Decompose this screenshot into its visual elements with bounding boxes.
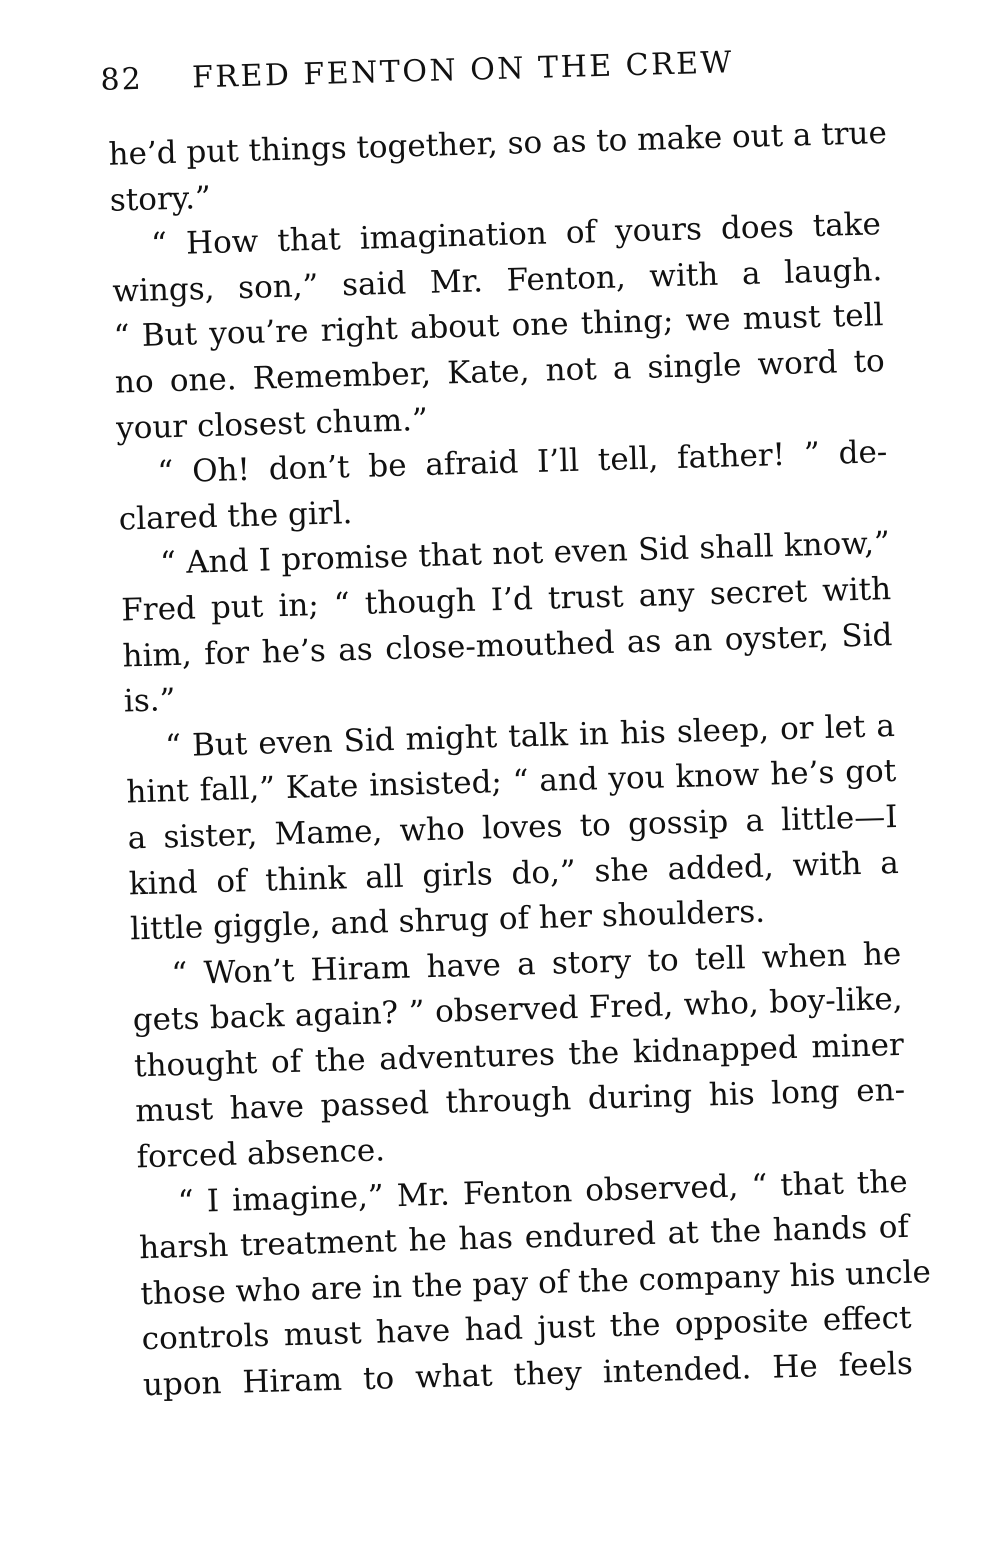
running-head: FRED FENTON ON THE CREW bbox=[191, 45, 735, 96]
text-line: “ I imagine,” Mr. Fenton observed, “ that the bbox=[177, 1163, 909, 1220]
text-line: controls must have had just the opposite effect bbox=[141, 1300, 912, 1358]
page-number: 82 bbox=[100, 61, 144, 98]
text-line: harsh treatment he has endured at the hands of bbox=[138, 1209, 910, 1267]
text-line: forced absence. bbox=[136, 1132, 386, 1176]
text-line: those who are in the pay of the company his uncle bbox=[139, 1254, 932, 1313]
text-line: “ And I promise that not even Sid shall know,” bbox=[159, 525, 891, 582]
text-line: thought of the adventures the kidnapped miner bbox=[133, 1026, 905, 1085]
text-line: kind of think all girls do,” she added, with a bbox=[128, 844, 900, 902]
page-header bbox=[100, 41, 901, 107]
text-line: no one. Remember, Kate, not a single word to bbox=[114, 343, 886, 401]
text-line: him, for he’s as close-mouthed as an oyster, Sid bbox=[122, 616, 893, 675]
text-line: Fred put in; “ though I’d trust any secret with bbox=[120, 570, 892, 629]
text-line: “ How that imagination of yours does take bbox=[150, 206, 882, 263]
text-line: a sister, Mame, who loves to gossip a little—I bbox=[127, 798, 898, 857]
text-line: “ Won’t Hiram have a story to tell when he bbox=[171, 935, 902, 992]
text-line: is.” bbox=[123, 682, 176, 720]
body-text bbox=[108, 111, 932, 1409]
text-line: he’d put things together, so as to make out a true bbox=[108, 114, 888, 173]
text-line: wings, son,” said Mr. Fenton, with a laugh. bbox=[111, 251, 883, 310]
text-line: “ Oh! don’t be afraid I’ll tell, father! ” de- bbox=[157, 434, 888, 491]
text-line: little giggle, and shrug of her shoulders. bbox=[129, 893, 766, 948]
text-line: your closest chum.” bbox=[115, 401, 429, 447]
text-line: clared the girl. bbox=[118, 494, 353, 538]
text-line: gets back again? ” observed Fred, who, boy-like, bbox=[132, 981, 904, 1039]
text-line: “ But even Sid might talk in his sleep, or let a bbox=[164, 707, 896, 765]
text-line: “ But you’re right about one thing; we must tell bbox=[113, 297, 884, 356]
text-line: upon Hiram to what they intended. He feels bbox=[142, 1345, 914, 1404]
text-line: story.” bbox=[109, 179, 212, 219]
text-line: hint fall,” Kate insisted; “ and you know he’s got bbox=[125, 753, 897, 811]
text-line: must have passed through during his long en- bbox=[134, 1072, 906, 1130]
